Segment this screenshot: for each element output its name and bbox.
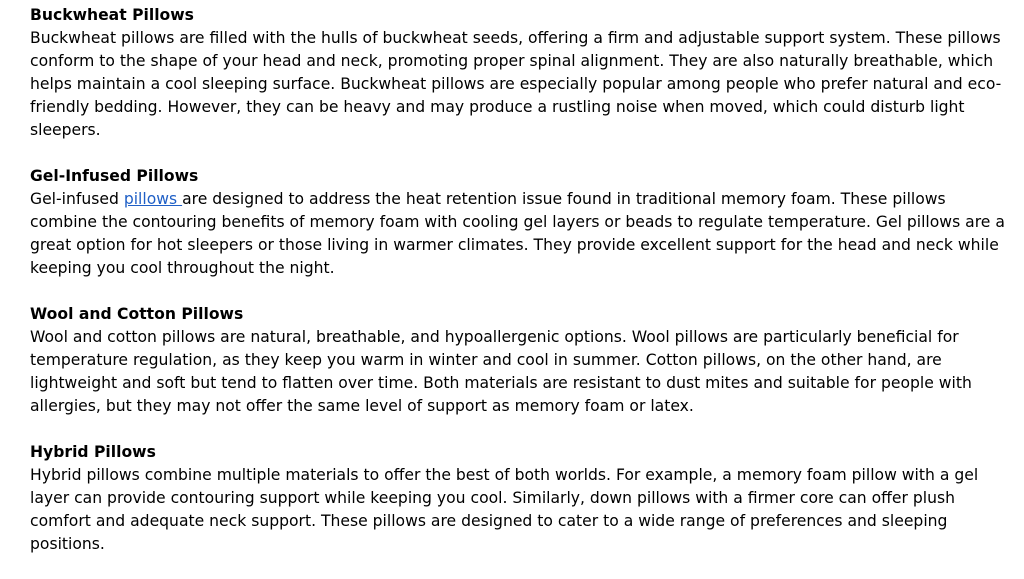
section-paragraph: Hybrid pillows combine multiple materials to offer the best of both worlds. For example, a memory foam pillow with a gel layer can provide contouring support while keeping you cool. Similarly, down pillows with a firmer core can offer plush comfort and adequate neck support. These pillows are designed to cater to a wide range of preferences and sleeping positions.	[30, 466, 979, 553]
section-paragraph: Buckwheat pillows are filled with the hulls of buckwheat seeds, offering a firm and adjustable support system. These pillows conform to the shape of your head and neck, promoting proper spinal alignment. They are also naturally breathable, which helps maintain a cool sleeping surface. Buckwheat pillows are especially popular among people who prefer natural and eco-friendly bedding. However, they can be heavy and may produce a rustling noise when moved, which could disturb light sleepers.	[30, 29, 1002, 139]
paragraph-text-end: are designed to address the heat retention issue found in traditional memory foam. These pillows combine the contouring benefits of memory foam with cooling gel layers or beads to regulate temperature. Gel pillows are a great option for hot sleepers or those living in warmer climates. They provide excellent support for the head and neck while keeping you cool throughout the night.	[30, 190, 1005, 277]
section-heading: Hybrid Pillows	[30, 443, 156, 461]
section-hybrid	[30, 441, 1005, 556]
section-paragraph: Wool and cotton pillows are natural, breathable, and hypoallergenic options. Wool pillows are particularly beneficial for temperature regulation, as they keep you warm in winter and cool in summer. Cotton pillows, on the other hand, are lightweight and soft but tend to flatten over time. Both materials are resistant to dust mites and suitable for people with allergies, but they may not offer the same level of support as memory foam or latex.	[30, 328, 972, 415]
section-paragraph	[30, 188, 1005, 280]
pillows-link[interactable]: pillows	[123, 190, 183, 208]
section-heading: Gel-Infused Pillows	[30, 167, 199, 185]
section-buckwheat	[30, 4, 1005, 142]
document-page	[30, 4, 1005, 579]
section-heading: Buckwheat Pillows	[30, 6, 194, 24]
section-gel-infused	[30, 165, 1005, 280]
section-wool-cotton	[30, 303, 1005, 418]
section-heading: Wool and Cotton Pillows	[30, 305, 244, 323]
paragraph-text-start: Gel-infused	[30, 190, 124, 208]
